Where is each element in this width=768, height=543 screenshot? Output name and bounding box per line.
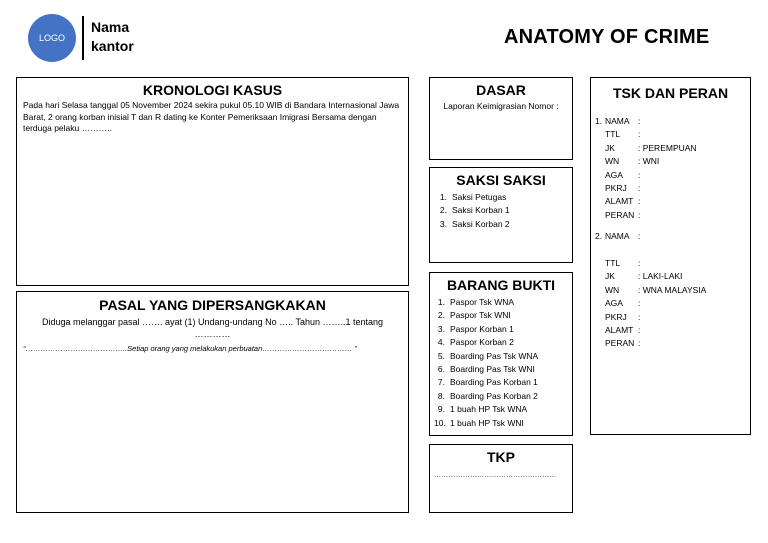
list-item: 9. 1 buah HP Tsk WNA (437, 404, 528, 415)
kronologi-title: KRONOLOGI KASUS (142, 82, 283, 98)
list-item: 4. Paspor Korban 2 (437, 337, 514, 348)
suspect-1 (595, 115, 746, 222)
dasar-title: DASAR (476, 82, 526, 98)
suspect-field: TTL : (605, 129, 641, 140)
kronologi-text: Pada hari Selasa tanggal 05 November 2024 sekira pukul 05.10 WIB di Bandara Internasional Jawa Barat, 2 orang korban inisial T dan R dating ke Konter Pemeriksaan Imigrasi Bersama dengan terduga pelaku ……….. (23, 100, 400, 133)
pasal-quote: “…………………………………..Setiap orang yang melakukan perbuatan……………………………… ” (23, 344, 357, 353)
suspect-field: 2. NAMA : (595, 231, 641, 242)
office-name: Nama kantor (91, 19, 134, 54)
saksi-title: SAKSI SAKSI (456, 172, 546, 188)
saksi-list (436, 191, 566, 231)
logo-text: LOGO (39, 32, 66, 43)
tkp-box (429, 444, 573, 513)
kronologi-box (16, 77, 409, 286)
suspect-field: PERAN : (605, 338, 641, 349)
tsk-title: TSK DAN PERAN (612, 85, 729, 101)
suspect-field: PKRJ : (605, 311, 641, 322)
suspect-field: ALAMT : (605, 196, 641, 207)
list-item: 10. 1 buah HP Tsk WNI (434, 417, 524, 428)
suspect-field: WN : WNI (605, 156, 660, 167)
list-item: 1. Saksi Petugas (439, 192, 507, 202)
pasal-title: PASAL YANG DIPERSANGKAKAN (99, 297, 326, 313)
suspect-field: JK : LAKI-LAKI (605, 271, 683, 282)
list-item: 1. Paspor Tsk WNA (437, 297, 515, 307)
spacer (595, 244, 746, 257)
suspect-field: PKRJ : (605, 183, 641, 194)
tkp-text: …………………………………………… (434, 472, 557, 479)
suspect-field: JK : PEREMPUAN (605, 142, 697, 153)
suspect-field: PERAN : (605, 209, 641, 220)
list-item: 5. Boarding Pas Tsk WNA (437, 350, 539, 361)
page-title: ANATOMY OF CRIME (504, 26, 710, 48)
pasal-box (16, 291, 409, 513)
list-item: 6. Boarding Pas Tsk WNI (437, 364, 535, 375)
tkp-title: TKP (487, 449, 515, 465)
suspect-field: AGA : (605, 298, 641, 309)
barang-bukti-box (429, 272, 573, 436)
suspect-field: 1. NAMA : (595, 116, 641, 126)
header-divider (82, 16, 84, 60)
dasar-box (429, 77, 573, 160)
list-item: 2. Paspor Tsk WNI (437, 310, 511, 321)
pasal-text: Diduga melanggar pasal ……. ayat (1) Undang-undang No ….. Tahun ……..1 tentang ………… (41, 317, 384, 339)
list-item: 7. Boarding Pas Korban 1 (437, 377, 538, 388)
suspect-field: AGA : (605, 169, 641, 180)
barang-bukti-title: BARANG BUKTI (446, 277, 556, 293)
logo (28, 14, 76, 62)
list-item: 8. Boarding Pas Korban 2 (437, 390, 538, 401)
suspect-2 (595, 230, 746, 351)
list-item: 3. Paspor Korban 1 (437, 323, 514, 334)
tsk-box (590, 77, 751, 435)
dasar-text: Laporan Keimigrasian Nomor : (443, 101, 559, 111)
list-item: 2. Saksi Korban 1 (439, 205, 510, 216)
saksi-box (429, 167, 573, 263)
suspect-field: ALAMT : (605, 325, 641, 336)
list-item: 3. Saksi Korban 2 (439, 218, 510, 229)
suspect-field: WN : WNA MALAYSIA (605, 284, 707, 295)
barang-bukti-list (434, 296, 568, 430)
suspect-field: TTL : (605, 258, 641, 269)
